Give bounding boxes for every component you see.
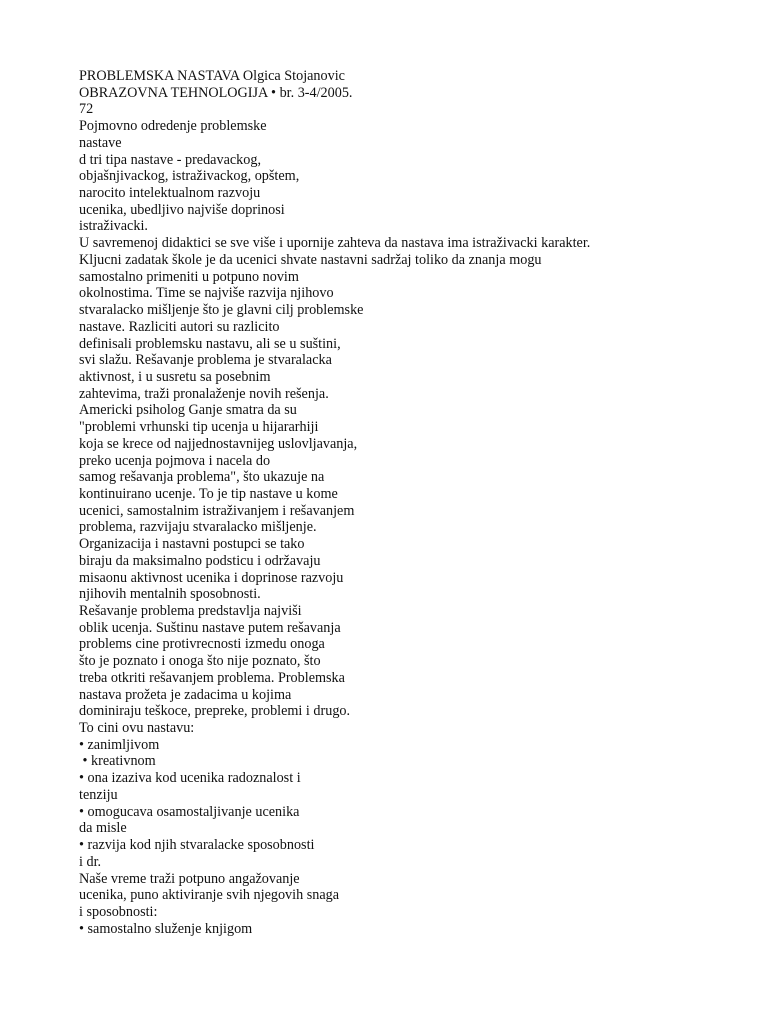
text-line: Naše vreme traži potpuno angažovanje <box>79 870 300 887</box>
bullet-item-continuation: da misle <box>79 820 127 837</box>
text-line: Organizacija i nastavni postupci se tako <box>79 536 305 553</box>
bullet-item: • omogucava osamostaljivanje ucenika <box>79 803 300 820</box>
text-line: ucenici, samostalnim istraživanjem i rešavanjem <box>79 502 355 519</box>
text-line: misaonu aktivnost ucenika i doprinose razvoju <box>79 569 344 586</box>
text-line: što je poznato i onoga što nije poznato, što <box>79 653 321 670</box>
text-line: treba otkriti rešavanjem problema. Problemska <box>79 669 345 686</box>
text-line: i sposobnosti: <box>79 903 158 920</box>
text-line: To cini ovu nastavu: <box>79 720 195 737</box>
text-line: samostalno primeniti u potpuno novim <box>79 268 299 285</box>
text-line: istraživacki. <box>79 218 148 235</box>
text-line: definisali problemsku nastavu, ali se u suštini, <box>79 335 341 352</box>
text-line: dominiraju teškoce, prepreke, problemi i drugo. <box>79 703 351 720</box>
document-header-journal: OBRAZOVNA TEHNOLOGIJA • br. 3-4/2005. <box>79 84 353 101</box>
text-line: oblik ucenja. Suštinu nastave putem rešavanja <box>79 619 341 636</box>
text-line: koja se krece od najjednostavnijeg uslovljavanja, <box>79 435 358 452</box>
text-line: njihovih mentalnih sposobnosti. <box>79 586 261 603</box>
bullet-item: • samostalno služenje knjigom <box>79 920 253 937</box>
text-line: problems cine protivrecnosti izmedu onoga <box>79 636 325 653</box>
bullet-item: • kreativnom <box>79 753 156 770</box>
bullet-item-continuation: tenziju <box>79 786 118 803</box>
bullet-item: • razvija kod njih stvaralacke sposobnosti <box>79 837 315 854</box>
document-page <box>79 68 739 937</box>
bullet-item-continuation: i dr. <box>79 853 102 870</box>
document-header-title: PROBLEMSKA NASTAVA Olgica Stojanovic <box>79 68 345 84</box>
text-line: zahtevima, traži pronalaženje novih rešenja. <box>79 385 329 402</box>
section-heading: nastave <box>79 134 122 151</box>
text-line: ucenika, ubedljivo najviše doprinosi <box>79 201 285 218</box>
text-line: nastava prožeta je zadacima u kojima <box>79 686 292 703</box>
text-line: aktivnost, i u susretu sa posebnim <box>79 368 271 385</box>
text-line: biraju da maksimalno podsticu i održavaju <box>79 552 321 569</box>
bullet-item: • zanimljivom <box>79 736 160 753</box>
text-line: preko ucenja pojmova i nacela do <box>79 452 271 469</box>
text-line: svi slažu. Rešavanje problema je stvaralacka <box>79 352 332 369</box>
section-heading: Pojmovno odredenje problemske <box>79 118 267 135</box>
text-line: Rešavanje problema predstavlja najviši <box>79 603 302 619</box>
text-line: Kljucni zadatak škole je da ucenici shvate nastavni sadržaj toliko da znanja mogu <box>79 251 542 268</box>
text-line: problema, razvijaju stvaralacko mišljenje. <box>79 519 317 536</box>
text-line: objašnjivackog, istraživackog, opštem, <box>79 168 300 185</box>
page-number: 72 <box>79 101 94 118</box>
bullet-item: • ona izaziva kod ucenika radoznalost i <box>79 770 301 787</box>
text-line: nastave. Razliciti autori su razlicito <box>79 318 280 335</box>
text-line: ucenika, puno aktiviranje svih njegovih snaga <box>79 887 340 904</box>
text-line: kontinuirano ucenje. To je tip nastave u kome <box>79 485 338 502</box>
text-line: okolnostima. Time se najviše razvija njihovo <box>79 285 334 302</box>
text-line: samog rešavanja problema", što ukazuje na <box>79 469 325 486</box>
text-line: Americki psiholog Ganje smatra da su <box>79 402 297 419</box>
text-line: "problemi vrhunski tip ucenja u hijararhiji <box>79 419 319 436</box>
text-line: stvaralacko mišljenje što je glavni cilj problemske <box>79 302 364 319</box>
text-line: narocito intelektualnom razvoju <box>79 185 261 202</box>
text-line: d tri tipa nastave - predavackog, <box>79 151 261 168</box>
text-line: U savremenoj didaktici se sve više i upornije zahteva da nastava ima istraživacki karakter. <box>79 235 591 252</box>
